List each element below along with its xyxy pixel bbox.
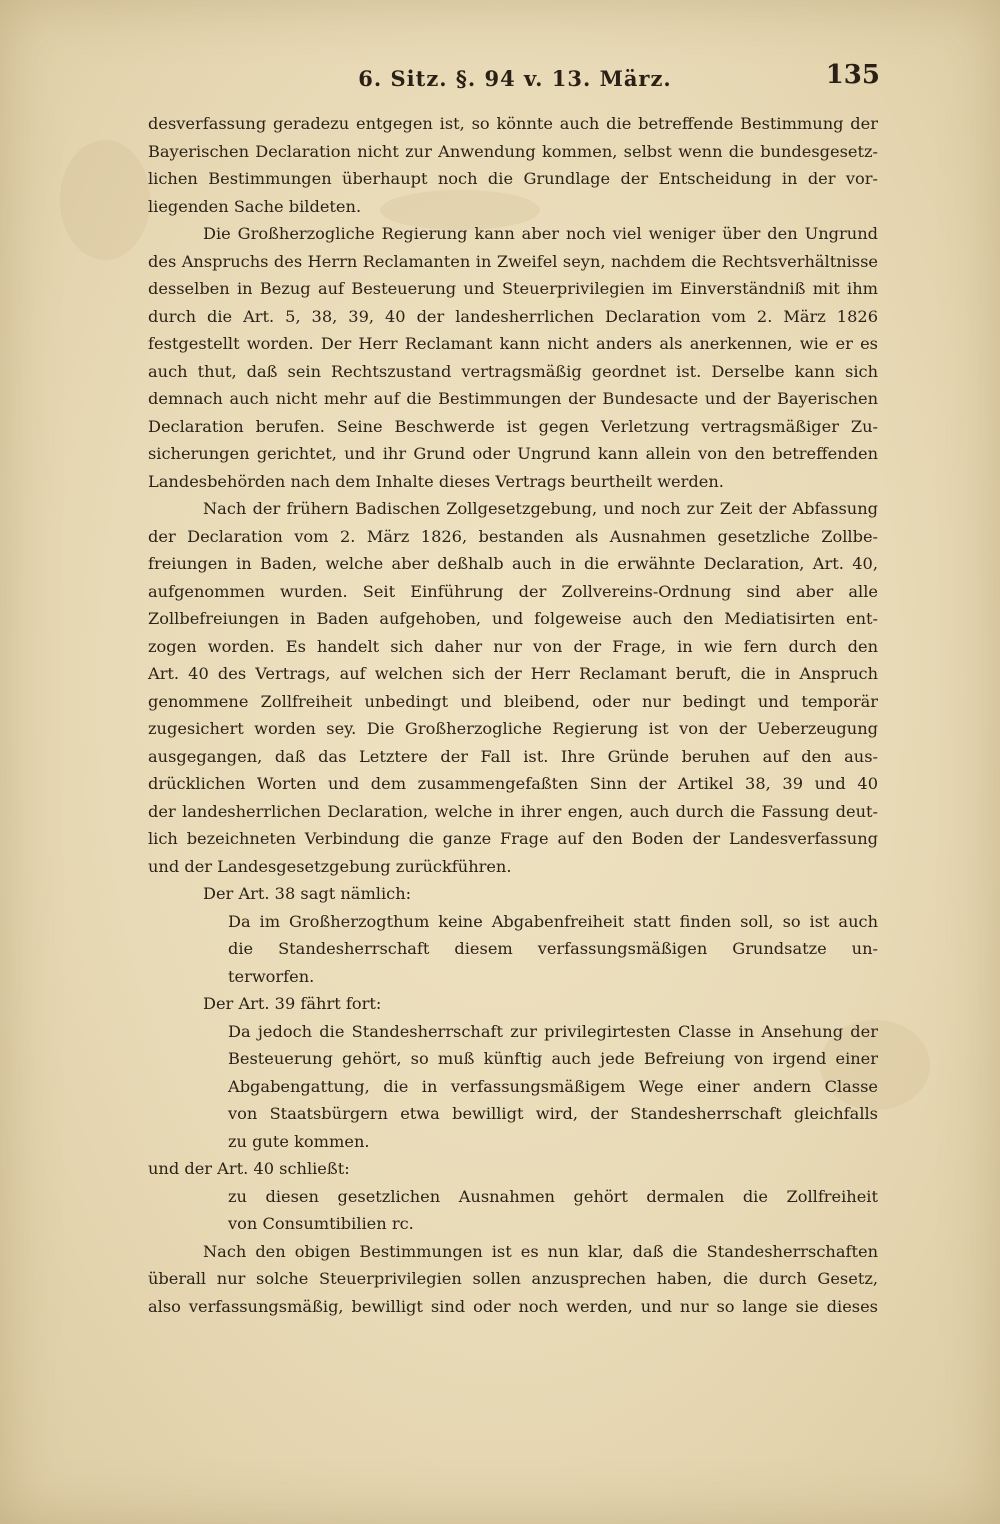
text-line: der landesherrlichen Declaration, welche in ihrer engen, auch durch die Fassung deut- xyxy=(148,801,878,821)
text-line: auch thut, daß sein Rechtszustand vertragsmäßig geordnet ist. Derselbe kann sich xyxy=(148,361,878,381)
text-line: lich bezeichneten Verbindung die ganze Frage auf den Boden der Landesverfassung xyxy=(148,829,878,848)
text-line: freiungen in Baden, welche aber deßhalb auch in die erwähnte Declaration, Art. 40, xyxy=(148,554,878,573)
text-line: drücklichen Worten und dem zusammengefaßten Sinn der Artikel 38, 39 und 40 xyxy=(148,774,878,793)
text-line: überall nur solche Steuerprivilegien sollen anzusprechen haben, die durch Gesetz, xyxy=(148,1269,878,1288)
quote-line: zu diesen gesetzlichen Ausnahmen gehört dermalen die Zollfreiheit xyxy=(228,1186,878,1206)
text-line: Declaration berufen. Seine Beschwerde ist gegen Verletzung vertragsmäßiger Zu- xyxy=(148,416,878,436)
quote-line: zu gute kommen. xyxy=(228,1131,370,1151)
quote-line: von Staatsbürgern etwa bewilligt wird, der Standesherrschaft gleichfalls xyxy=(228,1104,878,1123)
text-line: lichen Bestimmungen überhaupt noch die Grundlage der Entscheidung in der vor- xyxy=(148,169,878,188)
quote-line: Da im Großherzogthum keine Abgabenfreiheit statt finden soll, so ist auch xyxy=(228,911,878,931)
text-line: Art. 40 des Vertrags, auf welchen sich der Herr Reclamant beruft, die in Anspruch xyxy=(148,664,878,683)
page-header xyxy=(150,60,880,100)
paragraph-start-line: Nach der frühern Badischen Zollgesetzgebung, und noch zur Zeit der Abfassung xyxy=(203,499,878,518)
quote-line: Besteuerung gehört, so muß künftig auch jede Befreiung von irgend einer xyxy=(228,1049,878,1068)
paragraph-start-line: Die Großherzogliche Regierung kann aber noch viel weniger über den Ungrund xyxy=(203,224,878,243)
text-line: zugesichert worden sey. Die Großherzogliche Regierung ist von der Ueberzeugung xyxy=(148,719,878,738)
text-line: durch die Art. 5, 38, 39, 40 der landesherrlichen Declaration vom 2. März 1826 xyxy=(148,306,878,326)
text-line: Bayerischen Declaration nicht zur Anwendung kommen, selbst wenn die bundesgesetz- xyxy=(148,141,878,161)
text-line: Zollbefreiungen in Baden aufgehoben, und folgeweise auch den Mediatisirten ent- xyxy=(148,609,878,628)
quote-line: die Standesherrschaft diesem verfassungsmäßigen Grundsatze un- xyxy=(228,939,878,958)
paper-stain xyxy=(60,140,150,260)
text-line: des Anspruchs des Herrn Reclamanten in Zweifel seyn, nachdem die Rechtsverhältnisse xyxy=(148,251,878,271)
text-line: demnach auch nicht mehr auf die Bestimmungen der Bundesacte und der Bayerischen xyxy=(148,389,878,408)
text-line: desverfassung geradezu entgegen ist, so könnte auch die betreffende Bestimmung der xyxy=(148,114,878,133)
text-line: festgestellt worden. Der Herr Reclamant kann nicht anders als anerkennen, wie er es xyxy=(148,334,878,353)
text-line: und der Art. 40 schließt: xyxy=(148,1159,350,1178)
text-line: desselben in Bezug auf Besteuerung und Steuerprivilegien im Einverständniß mit ihm xyxy=(148,279,878,298)
paragraph-start-line: Der Art. 39 fährt fort: xyxy=(203,994,382,1013)
text-line: genommene Zollfreiheit unbedingt und bleibend, oder nur bedingt und temporär xyxy=(148,691,878,711)
text-line: liegenden Sache bildeten. xyxy=(148,196,362,216)
text-line: der Declaration vom 2. März 1826, bestanden als Ausnahmen gesetzliche Zollbe- xyxy=(148,526,878,546)
text-line: aufgenommen wurden. Seit Einführung der Zollvereins-Ordnung sind aber alle xyxy=(148,581,878,601)
text-line: zogen worden. Es handelt sich daher nur von der Frage, in wie fern durch den xyxy=(148,636,878,656)
quote-line: Abgabengattung, die in verfassungsmäßigem Wege einer andern Classe xyxy=(228,1076,878,1096)
text-line: sicherungen gerichtet, und ihr Grund oder Ungrund kann allein von den betreffenden xyxy=(148,444,878,463)
paragraph-start-line: Der Art. 38 sagt nämlich: xyxy=(203,884,412,903)
quote-line: Da jedoch die Standesherrschaft zur privilegirtesten Classe in Ansehung der xyxy=(228,1021,878,1041)
text-line: Landesbehörden nach dem Inhalte dieses Vertrags beurtheilt werden. xyxy=(148,471,724,491)
quote-line: von Consumtibilien rc. xyxy=(228,1214,414,1233)
text-line: ausgegangen, daß das Letztere der Fall ist. Ihre Gründe beruhen auf den aus- xyxy=(148,746,878,766)
page-number: 135 xyxy=(825,60,880,90)
paragraph-start-line: Nach den obigen Bestimmungen ist es nun klar, daß die Standesherrschaften xyxy=(203,1241,878,1261)
quote-line: terworfen. xyxy=(228,966,315,986)
page-body xyxy=(148,110,878,1320)
text-line: und der Landesgesetzgebung zurückführen. xyxy=(148,856,512,876)
text-line: also verfassungsmäßig, bewilligt sind oder noch werden, und nur so lange sie dieses xyxy=(148,1296,878,1316)
running-head: 6. Sitz. §. 94 v. 13. März. xyxy=(358,66,672,91)
